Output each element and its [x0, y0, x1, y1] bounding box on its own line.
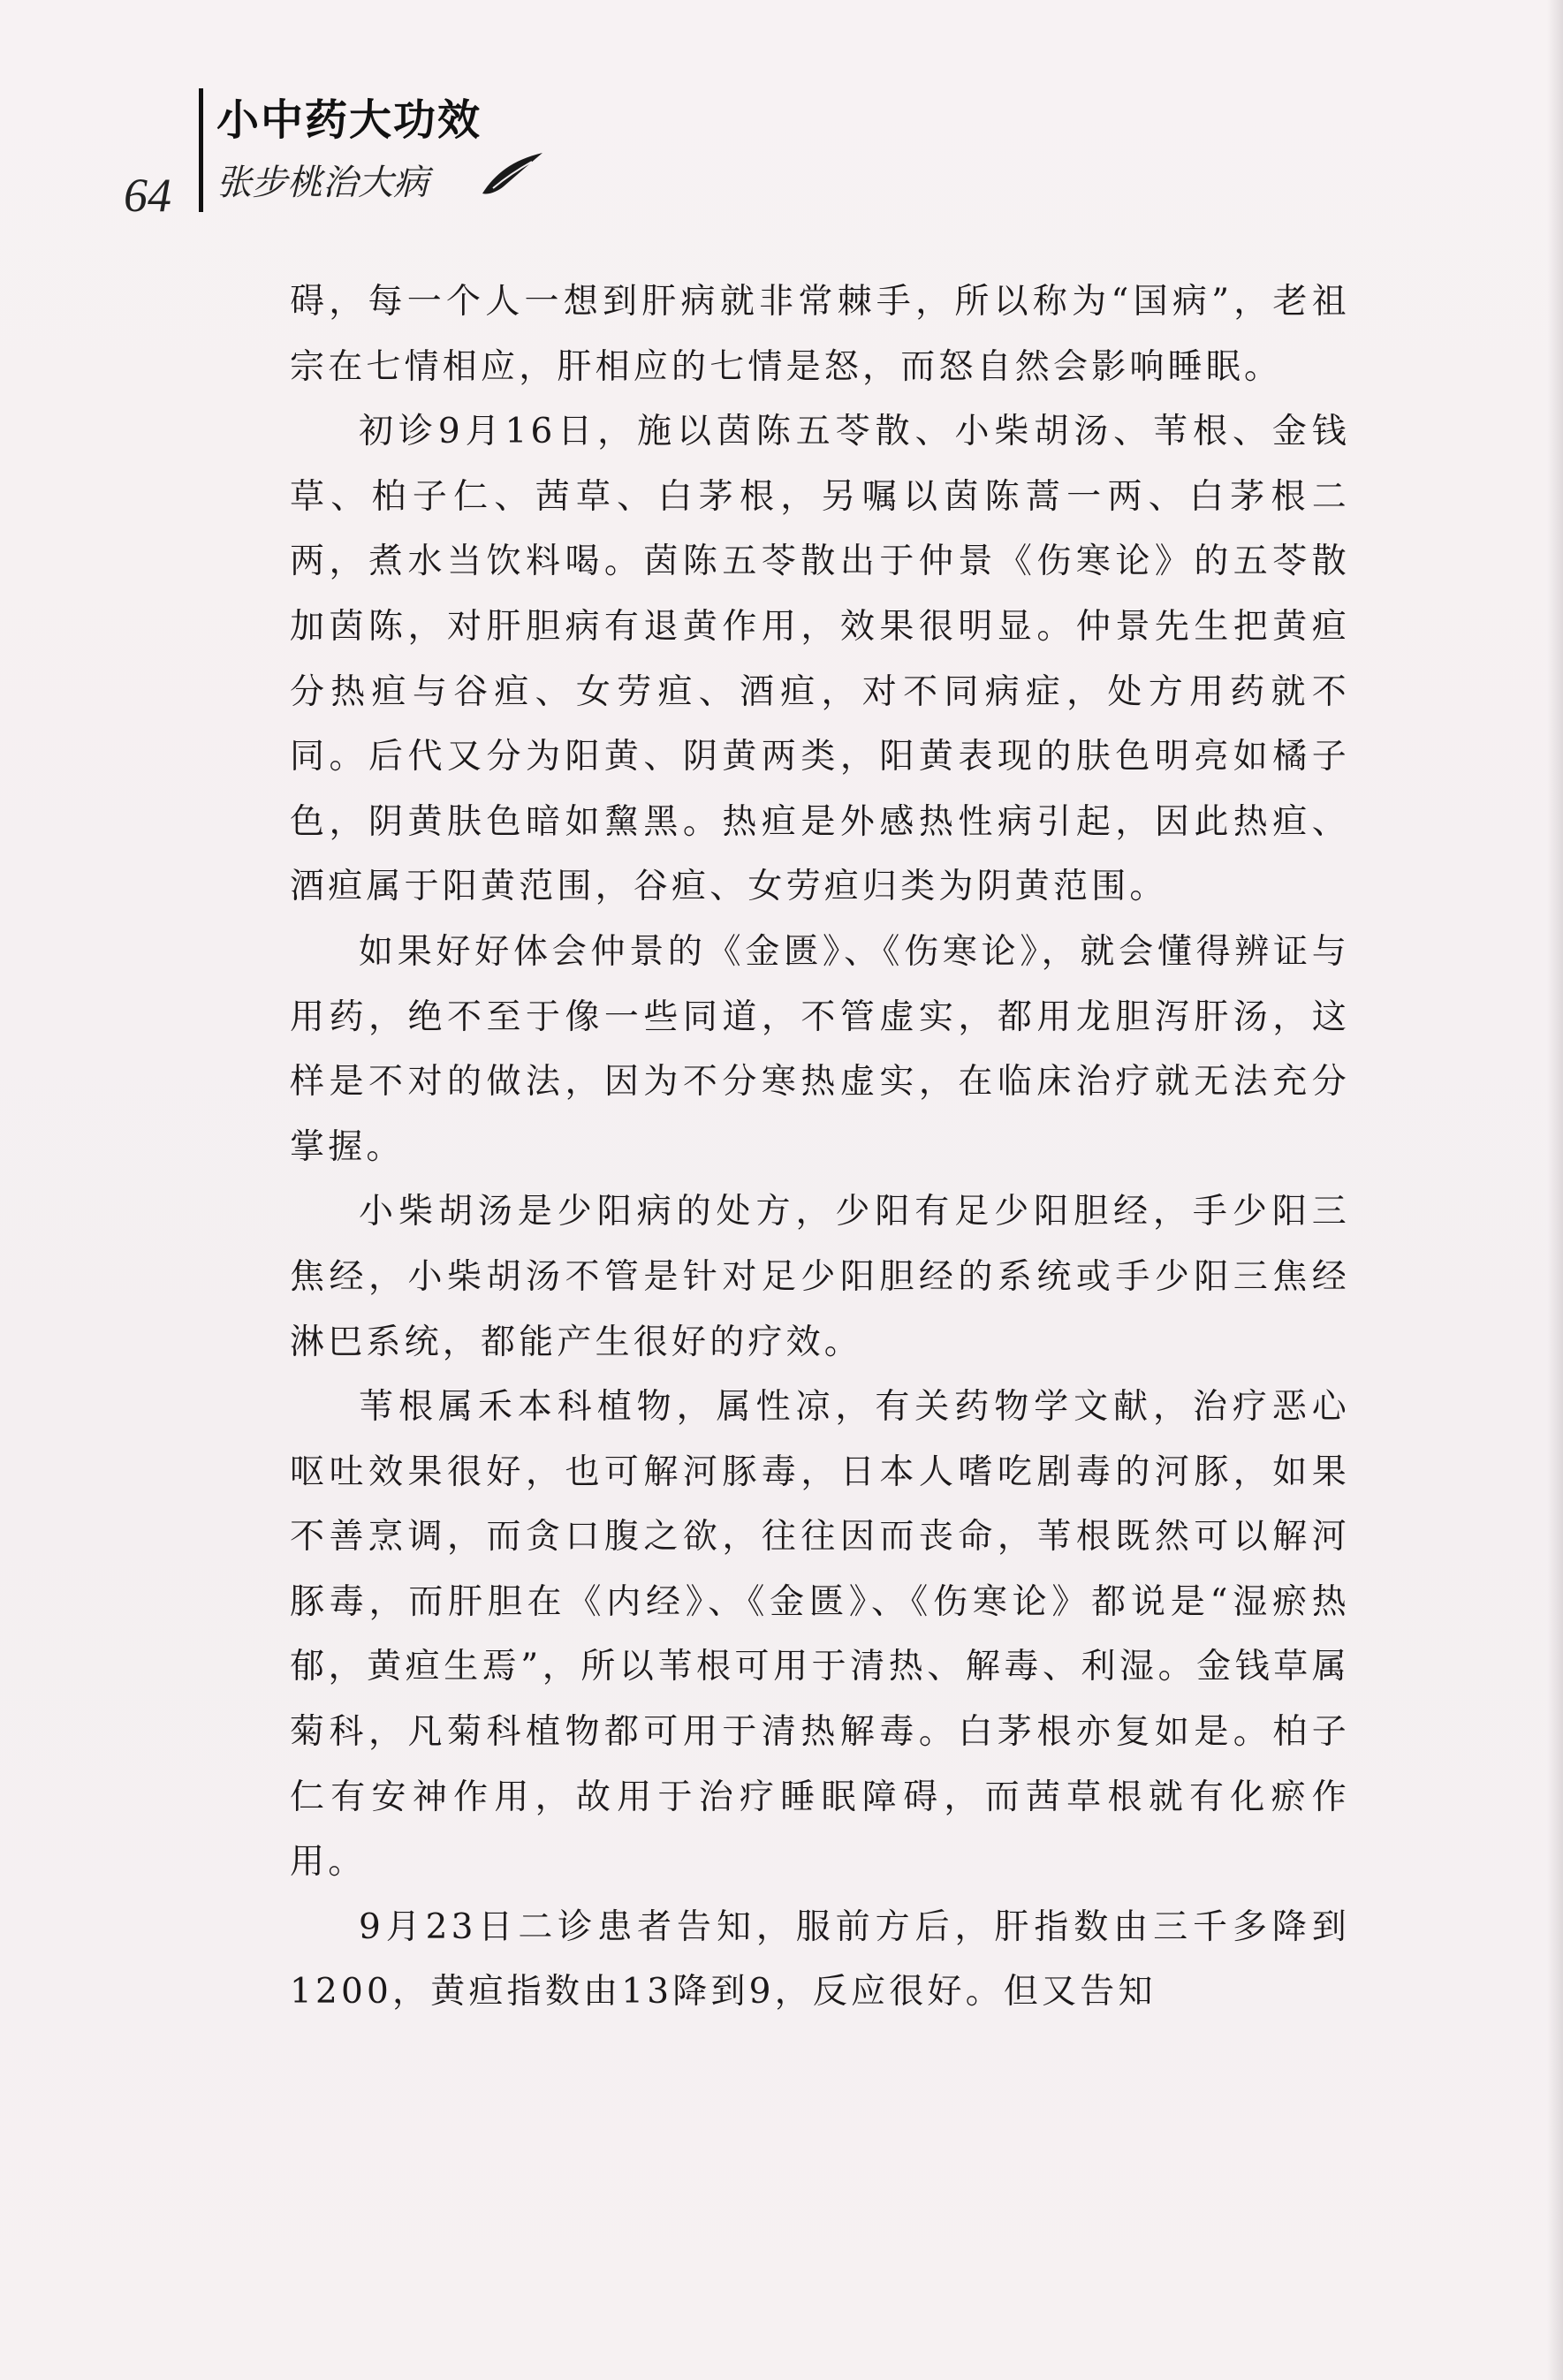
- paragraph: 9月23日二诊患者告知，服前方后，肝指数由三千多降到1200，黄疸指数由13降到9，反应很好。但又告知: [290, 1906, 1350, 2012]
- page-number: 64: [124, 169, 171, 222]
- paragraph: 小柴胡汤是少阳病的处方，少阳有足少阳胆经，手少阳三焦经，小柴胡汤不管是针对足少阳胆经的系统或手少阳三焦经淋巴系统，都能产生很好的疗效。: [290, 1192, 1350, 1362]
- paragraph: 苇根属禾本科植物，属性凉，有关药物学文献，治疗恶心呕吐效果很好，也可解河豚毒，日本人嗜吃剧毒的河豚，如果不善烹调，而贪口腹之欲，往往因而丧命，苇根既然可以解河豚毒，而肝胆在《内经》、《金匮》、《伤寒论》都说是“湿瘀热郁，黄疸生焉”，所以苇根可用于清热、解毒、利湿。金钱草属菊科，凡菊科植物都可用于清热解毒。白茅根亦复如是。柏子仁有安神作用，故用于治疗睡眠障碍，而茜草根就有化瘀作用。: [290, 1387, 1350, 1883]
- header-divider: [199, 88, 203, 212]
- book-title: 小中药大功效: [216, 95, 482, 145]
- paragraph: 初诊9月16日，施以茵陈五苓散、小柴胡汤、苇根、金钱草、柏子仁、茜草、白茅根，另嘱以茵陈蒿一两、白茅根二两，煮水当饮料喝。茵陈五苓散出于仲景《伤寒论》的五苓散加茵陈，对肝胆病有退黄作用，效果很明显。仲景先生把黄疸分热疸与谷疸、女劳疸、酒疸，对不同病症，处方用药就不同。后代又分为阳黄、阴黄两类，阳黄表现的肤色明亮如橘子色，阴黄肤色暗如黧黑。热疸是外感热性病引起，因此热疸、酒疸属于阳黄范围，谷疸、女劳疸归类为阴黄范围。: [290, 412, 1350, 907]
- book-subtitle: 张步桃治大病: [216, 163, 429, 203]
- brush-stroke-icon: [477, 148, 548, 201]
- body-text: [290, 269, 1350, 2025]
- scan-edge-shadow: [1547, 0, 1563, 2380]
- paragraph: 如果好好体会仲景的《金匮》、《伤寒论》，就会懂得辨证与用药，绝不至于像一些同道，不管虚实，都用龙胆泻肝汤，这样是不对的做法，因为不分寒热虚实，在临床治疗就无法充分掌握。: [290, 931, 1350, 1167]
- page-header: [115, 84, 645, 225]
- paragraph: 碍，每一个人一想到肝病就非常棘手，所以称为“国病”，老祖宗在七情相应，肝相应的七情是怒，而怒自然会影响睡眠。: [290, 282, 1350, 387]
